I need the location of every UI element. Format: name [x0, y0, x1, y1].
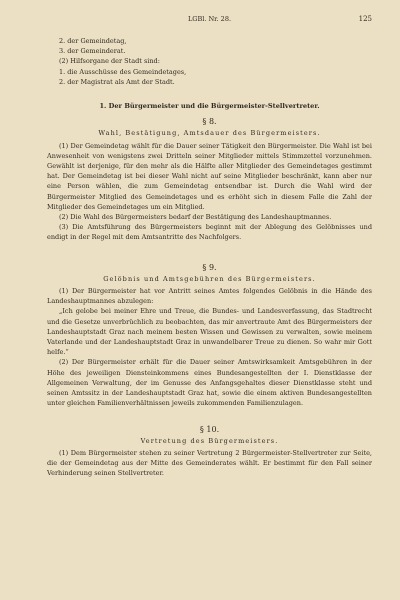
page-number: 125	[358, 15, 372, 23]
list-item: 1. die Ausschüsse des Gemeindetages,	[59, 67, 187, 76]
paragraph-title-9: Gelöbnis und Amtsgebühren des Bürgermeisters.	[103, 274, 316, 283]
paragraph-text: (1) Der Bürgermeister hat vor Antritt seines Amtes folgendes Gelöbnis in die Hände des Landeshauptmannes abzulegen:	[47, 287, 372, 306]
paragraph-title-10: Vertretung des Bürgermeisters.	[140, 436, 279, 445]
intro-list	[59, 36, 372, 87]
list-item: 3. der Gemeinderat.	[59, 47, 126, 56]
paragraph-sign-8: § 8.	[202, 117, 217, 127]
paragraph-title-8: Wahl, Bestätigung, Amtsdauer des Bürgermeisters.	[98, 129, 321, 138]
oath-text: „Ich gelobe bei meiner Ehre und Treue, die Bundes- und Landesverfassung, das Stadtrecht und die Gesetze unverbrüchlich zu beobachten, das mir anvertraute Amt des Bürgermeisters der Landeshauptstadt Graz nach meinem besten Wissen und Gewissen zu verwalten, sowie meinem Vaterlande und der Landeshauptstadt Graz in unwandelbarer Treue zu dienen. So wahr mir Gott helfe.“	[47, 307, 372, 357]
running-header	[47, 14, 372, 26]
paragraph-text: (3) Die Amtsführung des Bürgermeisters beginnt mit der Ablegung des Gelöbnisses und endigt in der Regel mit dem Amtsantritte des Nachfolgers.	[47, 223, 372, 242]
paragraph-sign-9: § 9.	[202, 262, 217, 272]
paragraph-text: (2) Der Bürgermeister erhält für die Dauer seiner Amtswirksamkeit Amtsgebühren in der Höhe des jeweiligen Diensteinkommens eines Bundesangestellten der I. Dienstklasse der Allgemeinen Verwaltung, der im Genusse des Anfangsgehaltes dieser Dienstklasse steht und seinen Amtssitz in der Landeshauptstadt Graz hat, sowie die einem aktiven Bundesangestellten unter gleichen Familienverhältnissen jeweils zukommenden Familienzulagen.	[47, 358, 372, 408]
page-content	[47, 14, 372, 479]
paragraph-text: (1) Der Gemeindetag wählt für die Dauer seiner Tätigkeit den Bürgermeister. Die Wahl ist bei Anwesenheit von wenigstens zwei Dritteln seiner Mitglieder mittels Stimmzettel vorzunehmen. Gewählt ist derjenige, für den mehr als die Hälfte aller Mitglieder des Gemeindetages gestimmt hat. Der Gemeindetag ist bei dieser Wahl nicht auf seine Mitglieder beschränkt, kann aber nur eine Person wählen, die zum Gemeindetag entsendbar ist. Durch die Wahl wird der Bürgermeister Mitglied des Gemeindetages und es erhöht sich in diesem Falle die Zahl der Mitglieder des Gemeindetages um ein Mitglied.	[47, 141, 372, 211]
list-item: 2. der Magistrat als Amt der Stadt.	[59, 77, 175, 86]
section-heading: 1. Der Bürgermeister und die Bürgermeister-Stellvertreter.	[99, 102, 320, 111]
paragraph-text: (2) Die Wahl des Bürgermeisters bedarf der Bestätigung des Landeshauptmannes.	[59, 213, 332, 222]
list-item: 2. der Gemeindetag,	[59, 37, 127, 45]
list-item: (2) Hilfsorgane der Stadt sind:	[59, 57, 160, 66]
paragraph-text: (1) Dem Bürgermeister stehen zu seiner Vertretung 2 Bürgermeister-Stellvertreter zur Seite, die der Gemeindetag aus der Mitte des Gemeinderates wählt. Er bestimmt für den Fall seiner Verhinderung seinen Stellvertreter.	[47, 448, 372, 478]
running-head-title: LGBl. Nr. 28.	[187, 15, 232, 23]
paragraph-sign-10: § 10.	[199, 424, 220, 434]
